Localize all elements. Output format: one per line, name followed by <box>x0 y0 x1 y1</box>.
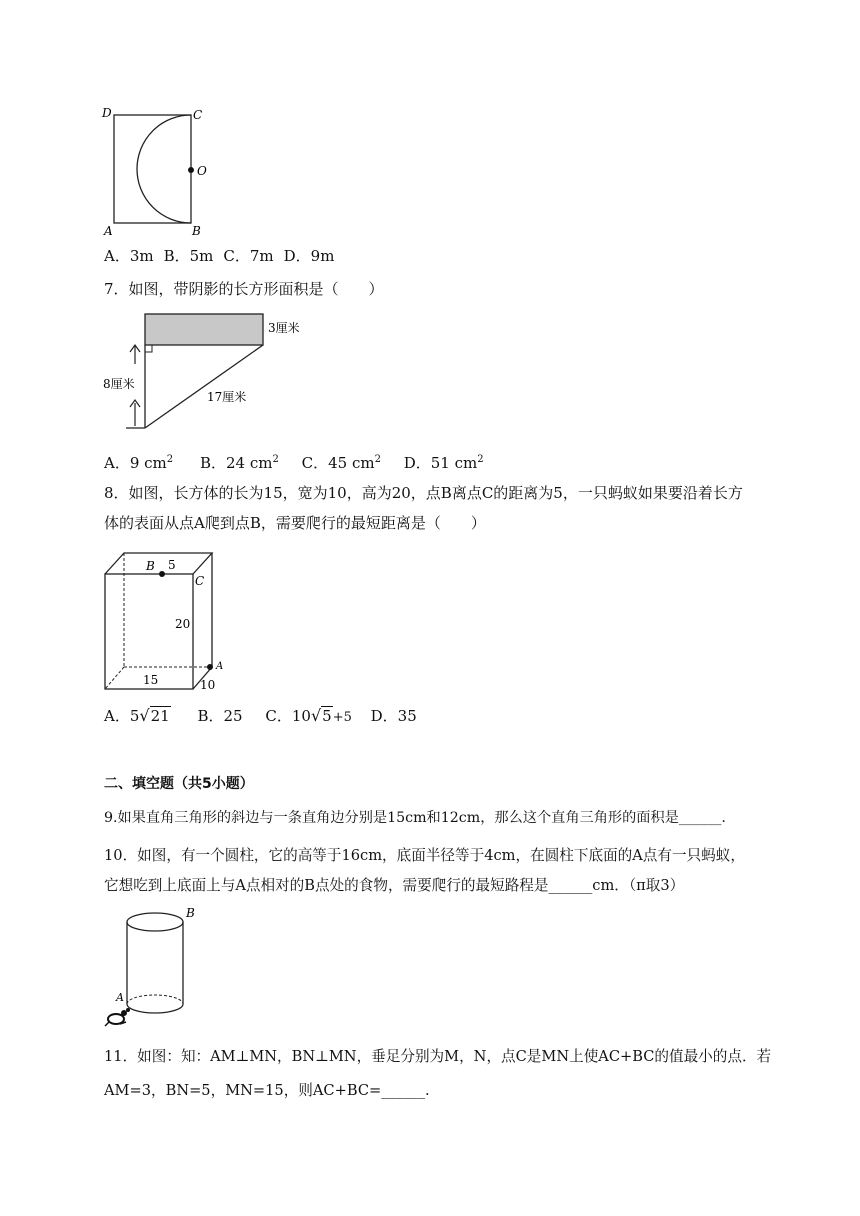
q6-label-b: B <box>192 224 201 238</box>
q7-option-a: A．9 $cm^2$ <box>104 454 174 472</box>
q8-hidden-edge-diagonal <box>105 667 124 689</box>
q10-figure <box>100 904 210 1034</box>
q10-label-b: B <box>186 906 195 920</box>
q8-label-ten: 10 <box>200 678 216 692</box>
q6-figure <box>100 100 220 240</box>
q8-stem-line-1: 8．如图，长方体的长为15，宽为10，高为20，点B离点C的距离为5，一只蚂蚁如果要沿着长方 <box>104 484 743 502</box>
q10-bottom-back <box>127 995 183 1004</box>
q6-point-o <box>188 167 194 173</box>
q8-point-a <box>207 664 213 670</box>
q8-label-c: C <box>195 574 205 588</box>
q10-label-a: A <box>116 991 124 1004</box>
q7-option-d: D．51 $cm^2$ <box>403 454 484 472</box>
q7-option-c: C．45 $cm^2$ <box>301 454 381 472</box>
q8-option-a: A．5√21 <box>104 706 170 725</box>
q8-top-face <box>105 553 212 574</box>
q7-figure <box>100 308 320 438</box>
q8-label-a: A <box>216 661 224 672</box>
q10-top-ellipse <box>127 913 183 931</box>
q7-label-side: 3厘米 <box>268 321 300 335</box>
q7-shaded-rectangle <box>145 314 263 345</box>
q6-label-c: C <box>193 108 203 122</box>
q8-option-d: D．35 <box>370 707 417 725</box>
q11-line-2: AM=3，BN=5，MN=15，则AC+BC=______. <box>104 1082 430 1099</box>
q8-front-face <box>105 574 193 689</box>
q8-option-b: B．25 <box>197 707 243 725</box>
q8-figure <box>100 548 230 696</box>
q7-hypotenuse <box>145 345 263 428</box>
q6-option-c: C．7m <box>223 247 274 265</box>
q8-options <box>104 706 417 728</box>
q7-label-height: 8厘米 <box>103 377 135 391</box>
q6-option-d: D．9m <box>283 247 335 265</box>
q6-label-d: D <box>102 106 112 120</box>
q8-label-five: 5 <box>168 558 176 572</box>
q6-options <box>104 246 356 266</box>
q6-option-a: A．3m <box>104 247 154 265</box>
q10-line-2: 它想吃到上底面上与A点相对的B点处的食物，需要爬行的最短路程是______cm．（π取3） <box>104 877 685 894</box>
q6-option-b: B．5m <box>163 247 214 265</box>
q8-label-b: B <box>146 559 155 573</box>
q6-label-a: A <box>104 224 113 238</box>
q10-bottom-front <box>127 1004 183 1013</box>
q8-option-c: C．10√5+5 <box>265 706 352 725</box>
q7-right-angle-mark <box>145 345 152 352</box>
q8-option-c-radical: √5 <box>310 706 332 725</box>
q10-ant-icon <box>105 1008 130 1026</box>
q7-option-b: B．24 $cm^2$ <box>199 454 279 472</box>
q8-stem-line-2: 体的表面从点A爬到点B，需要爬行的最短距离是（ ） <box>104 514 486 532</box>
q11-line-1: 11．如图：知：AM⊥MN，BN⊥MN，垂足分别为M，N，点C是MN上使AC+BC的值最小的点．若 <box>104 1048 772 1065</box>
q7-options <box>104 450 484 473</box>
q10-line-1: 10．如图，有一个圆柱，它的高等于16cm，底面半径等于4cm，在圆柱下底面的A点有一只蚂蚁， <box>104 847 745 864</box>
q7-stem: 7．如图，带阴影的长方形面积是（ ） <box>104 280 384 298</box>
section-2-title: 二、填空题（共5小题） <box>104 776 254 792</box>
q8-label-twenty: 20 <box>175 617 191 631</box>
q7-label-hyp: 17厘米 <box>207 390 247 404</box>
q8-label-fifteen: 15 <box>143 673 159 687</box>
q9-text: 9.如果直角三角形的斜边与一条直角边分别是15cm和12cm，那么这个直角三角形的面积是______. <box>104 810 726 826</box>
q8-option-a-radical: √21 <box>139 706 170 725</box>
q8-point-b <box>159 571 165 577</box>
q6-semicircle <box>137 115 191 223</box>
q6-label-o: O <box>197 164 207 178</box>
